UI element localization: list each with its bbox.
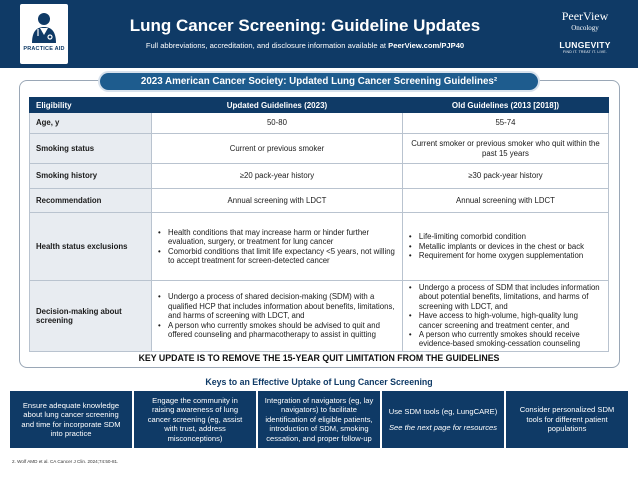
key-text: Consider personalized SDM tools for different patient populations — [519, 405, 615, 434]
list-item: • Undergo a process of shared decision-making (SDM) with a qualified HCP that includes information about benefits, limitations, and harms of screening with LDCT, and — [158, 292, 396, 320]
logo-label: PRACTICE AID — [23, 46, 65, 52]
list-item: • A person who currently smokes should receive evidence-based smoking-cessation counseling — [409, 330, 602, 349]
key-text: Integration of navigators (eg, lay navigators) to facilitate identification of eligible patients, introduction of SDM, smoking cessation, and proper follow-up — [264, 395, 374, 443]
updated-cell: 50-80 — [152, 113, 403, 134]
list-item: • A person who currently smokes should be advised to quit and offered counseling and pharmacotherapy to assist in quitting — [158, 321, 396, 340]
row-label: Age, y — [30, 113, 152, 134]
peerview-sub: Oncology — [571, 24, 599, 32]
column-header: Updated Guidelines (2023) — [152, 98, 403, 113]
doctor-icon — [29, 10, 59, 44]
table-row — [30, 134, 609, 164]
bullet-list — [403, 281, 608, 351]
keys-title: Keys to an Effective Uptake of Lung Cancer Screening — [205, 377, 433, 387]
list-item: • Metallic implants or devices in the chest or back — [409, 242, 602, 251]
key-box — [382, 391, 504, 448]
list-item: • Undergo a process of SDM that includes information about potential benefits, limitations, and harms of screening with LDCT, and — [409, 283, 602, 311]
updated-cell — [152, 281, 403, 352]
subtitle-text: Full abbreviations, accreditation, and disclosure information available at — [145, 41, 387, 50]
updated-cell: Annual screening with LDCT — [152, 189, 403, 213]
table-header-row — [30, 98, 609, 113]
list-item: • Comorbid conditions that limit life expectancy <5 years, not willing to accept treatment for screen-detected cancer — [158, 247, 396, 266]
old-cell: Annual screening with LDCT — [402, 189, 608, 213]
column-header: Eligibility — [30, 98, 152, 113]
list-item: • Requirement for home oxygen supplementation — [409, 251, 602, 260]
old-cell: 55-74 — [402, 113, 608, 134]
row-label: Health status exclusions — [30, 213, 152, 281]
guidelines-banner: 2023 American Cancer Society: Updated Lung Cancer Screening Guidelines² — [100, 73, 538, 90]
old-cell: Current smoker or previous smoker who quit within the past 15 years — [402, 134, 608, 164]
peerview-name: PeerView — [561, 9, 609, 23]
page-subtitle — [80, 41, 530, 50]
lungevity-logo — [545, 40, 625, 54]
keys-boxes — [10, 391, 628, 448]
table-row — [30, 281, 609, 352]
row-label: Decision-making about screening — [30, 281, 152, 352]
old-cell — [402, 281, 608, 352]
row-label: Smoking status — [30, 134, 152, 164]
lungevity-name: LUNGEVITY — [559, 40, 611, 50]
updated-cell: ≥20 pack-year history — [152, 164, 403, 189]
updated-cell — [152, 213, 403, 281]
list-item: • Health conditions that may increase harm or hinder further evaluation, surgery, or treatment for lung cancer — [158, 228, 396, 247]
key-box — [258, 391, 380, 448]
key-text: Ensure adequate knowledge about lung cancer screening and time for incorporate SDM into practice — [21, 400, 121, 438]
page-title: Lung Cancer Screening: Guideline Updates — [129, 16, 481, 35]
list-item: • Life-limiting comorbid condition — [409, 232, 602, 241]
updated-cell: Current or previous smoker — [152, 134, 403, 164]
key-text: Use SDM tools (eg, LungCARE) — [388, 407, 498, 417]
bullet-list — [403, 230, 608, 262]
list-item: • Have access to high-volume, high-quality lung cancer screening and treatment center, and — [409, 311, 602, 330]
table-row — [30, 189, 609, 213]
lungevity-tagline: FIND IT. TREAT IT. LIVE. — [563, 50, 607, 54]
key-box — [134, 391, 256, 448]
bullet-list — [152, 226, 402, 268]
column-header: Old Guidelines (2013 [2018]) — [402, 98, 608, 113]
practice-aid-logo — [20, 4, 68, 64]
key-box — [10, 391, 132, 448]
key-box — [506, 391, 628, 448]
table-row — [30, 213, 609, 281]
header-bar — [0, 0, 638, 68]
row-label: Recommendation — [30, 189, 152, 213]
table-row — [30, 164, 609, 189]
bullet-list — [152, 290, 402, 341]
footnote: 2. Wolf AMD et al. CA Cancer J Clin. 2024;74:50-81. — [12, 459, 119, 464]
key-text: Engage the community in raising awareness of lung cancer screening (eg, assist with trust, address misconceptions) — [147, 395, 243, 443]
subtitle-link[interactable]: PeerView.com/PJP40 — [388, 41, 465, 50]
old-cell — [402, 213, 608, 281]
table-row — [30, 113, 609, 134]
key-note: See the next page for resources — [388, 422, 498, 432]
old-cell: ≥30 pack-year history — [402, 164, 608, 189]
guidelines-table — [29, 97, 609, 352]
peerview-logo — [545, 10, 625, 34]
key-update-text: KEY UPDATE IS TO REMOVE THE 15-YEAR QUIT LIMITATION FROM THE GUIDELINES — [138, 353, 500, 363]
row-label: Smoking history — [30, 164, 152, 189]
